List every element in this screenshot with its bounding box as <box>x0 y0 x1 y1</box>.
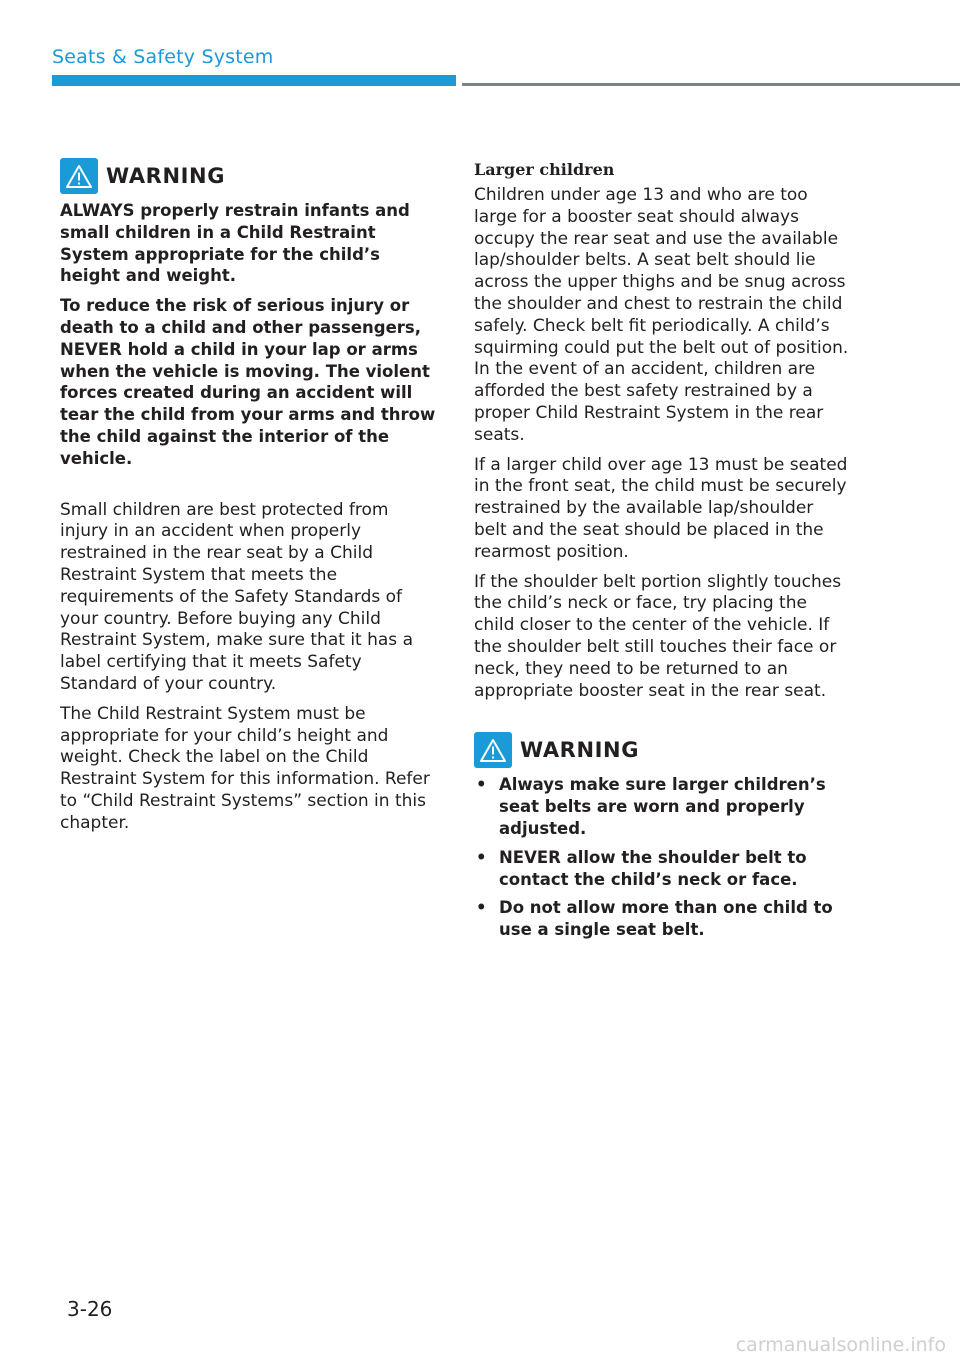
warning-title: WARNING <box>106 164 226 188</box>
warning-bullet: • Always make sure larger children’s seat belts are worn and properly adjusted. <box>474 774 850 839</box>
body-paragraph: Small children are best protected from injury in an accident when properly restrained in the rear seat by a Child Restraint System that meets the requirements of the Safety Standards of your country. Before buying any Child Restraint System, make sure that it has a label certifying that it meets Safety Standard of your country. <box>60 499 413 694</box>
section-heading: Larger children <box>474 160 615 179</box>
warning-box <box>474 732 850 941</box>
warning-header <box>60 158 440 194</box>
warning-header <box>474 732 850 768</box>
warning-box <box>60 158 440 470</box>
warning-paragraph: To reduce the risk of serious injury or death to a child and other passengers, NEVER hold a child in your lap or arms when the vehicle is moving. The violent forces created during an accident will tear the child from your arms and throw the child against the interior of the vehicle. <box>60 296 436 468</box>
warning-paragraph: ALWAYS properly restrain infants and small children in a Child Restraint System appropriate for the child’s height and weight. <box>60 201 410 286</box>
body-paragraph: Children under age 13 and who are too large for a booster seat should always occupy the rear seat and use the available lap/shoulder belts. A seat belt should lie across the upper thighs and be snug across the shoulder and chest to restrain the child safely. Check belt fit periodically. A child’s squirming could put the belt out of position. In the event of an accident, children are afforded the best safety restrained by a proper Child Restraint System in the rear seats. <box>474 185 849 445</box>
body-paragraph: If a larger child over age 13 must be seated in the front seat, the child must be securely restrained by the available lap/shoulder belt and the seat should be placed in the rearmost position. <box>474 454 848 562</box>
warning-triangle-icon <box>474 732 512 768</box>
warning-list <box>474 774 850 941</box>
header-accent-bar <box>52 75 456 86</box>
watermark: carmanualsonline.info <box>735 1334 946 1356</box>
page-number: 3-26 <box>67 1297 113 1321</box>
body-paragraph: The Child Restraint System must be appropriate for your child’s height and weight. Check the label on the Child Restraint System for this information. Refer to “Child Restraint Systems” section in this chapter. <box>60 703 430 833</box>
section-title: Seats & Safety System <box>52 46 274 68</box>
warning-bullet: • NEVER allow the shoulder belt to contact the child’s neck or face. <box>474 847 850 891</box>
warning-bullet: • Do not allow more than one child to use a single seat belt. <box>474 897 850 941</box>
warning-title: WARNING <box>520 738 640 763</box>
header-rule <box>462 83 960 86</box>
body-text-block <box>60 500 440 835</box>
warning-triangle-icon <box>60 158 98 194</box>
right-column <box>474 160 850 948</box>
left-column <box>60 158 440 843</box>
body-paragraph: If the shoulder belt portion slightly touches the child’s neck or face, try placing the child closer to the center of the vehicle. If the shoulder belt still touches their face or neck, they need to be returned to an appropriate booster seat in the rear seat. <box>474 571 842 701</box>
